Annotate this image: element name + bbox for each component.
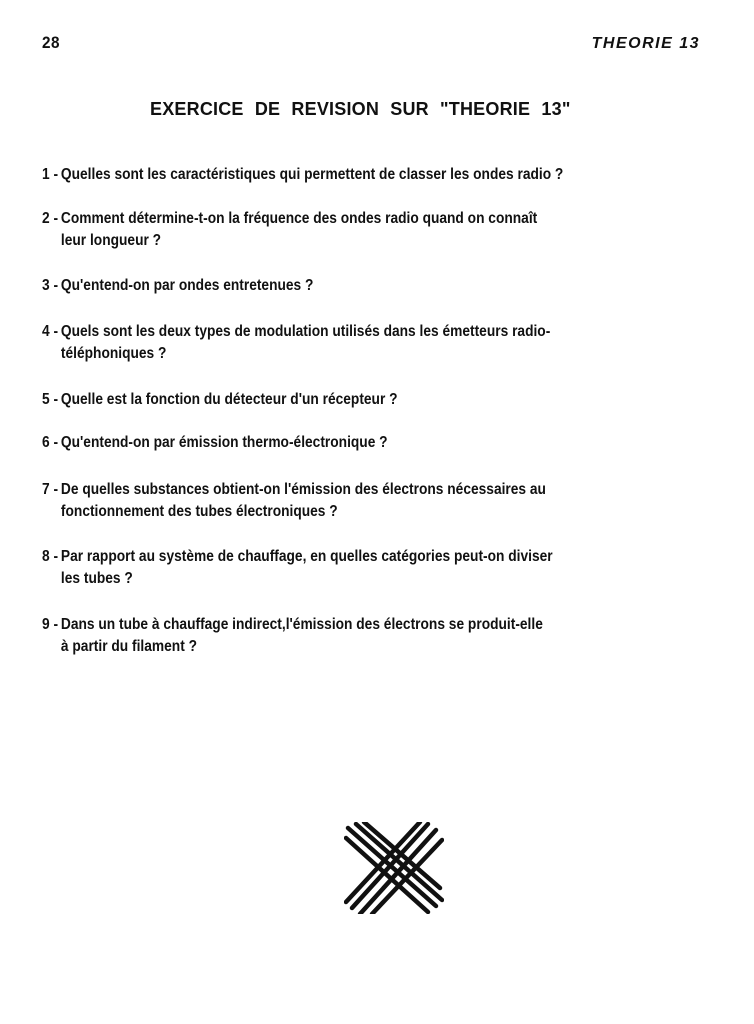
question-text: Qu'entend-on par émission thermo-électronique ? — [60, 434, 388, 451]
question-number: 8 - — [42, 548, 59, 565]
question-text-line-2: les tubes ? — [60, 570, 133, 587]
question-number: 5 - — [42, 391, 59, 408]
question-number: 1 - — [42, 166, 59, 183]
running-head: THEORIE 13 — [591, 35, 700, 52]
question-6 — [42, 432, 732, 454]
question-text: Quelle est la fonction du détecteur d'un récepteur ? — [60, 391, 398, 408]
question-text-line-2: téléphoniques ? — [60, 345, 167, 362]
hatched-cross-ornament-icon — [344, 822, 444, 914]
question-text-line-2: à partir du filament ? — [60, 638, 198, 655]
question-number: 9 - — [42, 616, 59, 633]
question-number: 2 - — [42, 210, 59, 227]
question-text-line-1: Comment détermine-t-on la fréquence des ondes radio quand on connaît — [60, 210, 538, 227]
question-text-line-1: Quels sont les deux types de modulation utilisés dans les émetteurs radio- — [60, 323, 551, 340]
question-1 — [42, 164, 732, 186]
question-number: 3 - — [42, 277, 59, 294]
question-2 — [42, 208, 732, 252]
question-text-line-2: fonctionnement des tubes électroniques ? — [60, 503, 338, 520]
question-9 — [42, 614, 732, 658]
question-number: 6 - — [42, 434, 59, 451]
question-number: 4 - — [42, 323, 59, 340]
question-7 — [42, 479, 732, 523]
page-title: EXERCICE DE REVISION SUR "THEORIE 13" — [150, 99, 571, 119]
question-3 — [42, 275, 732, 297]
question-text: Quelles sont les caractéristiques qui permettent de classer les ondes radio ? — [60, 166, 564, 183]
question-number: 7 - — [42, 481, 59, 498]
question-8 — [42, 546, 732, 590]
question-4 — [42, 321, 732, 365]
question-text-line-2: leur longueur ? — [60, 232, 162, 249]
question-text: Qu'entend-on par ondes entretenues ? — [60, 277, 314, 294]
question-text-line-1: Dans un tube à chauffage indirect,l'émission des électrons se produit-elle — [60, 616, 543, 633]
question-text-line-1: Par rapport au système de chauffage, en quelles catégories peut-on diviser — [60, 548, 553, 565]
question-text-line-1: De quelles substances obtient-on l'émission des électrons nécessaires au — [60, 481, 546, 498]
page-number: 28 — [42, 33, 60, 52]
question-5 — [42, 389, 732, 411]
